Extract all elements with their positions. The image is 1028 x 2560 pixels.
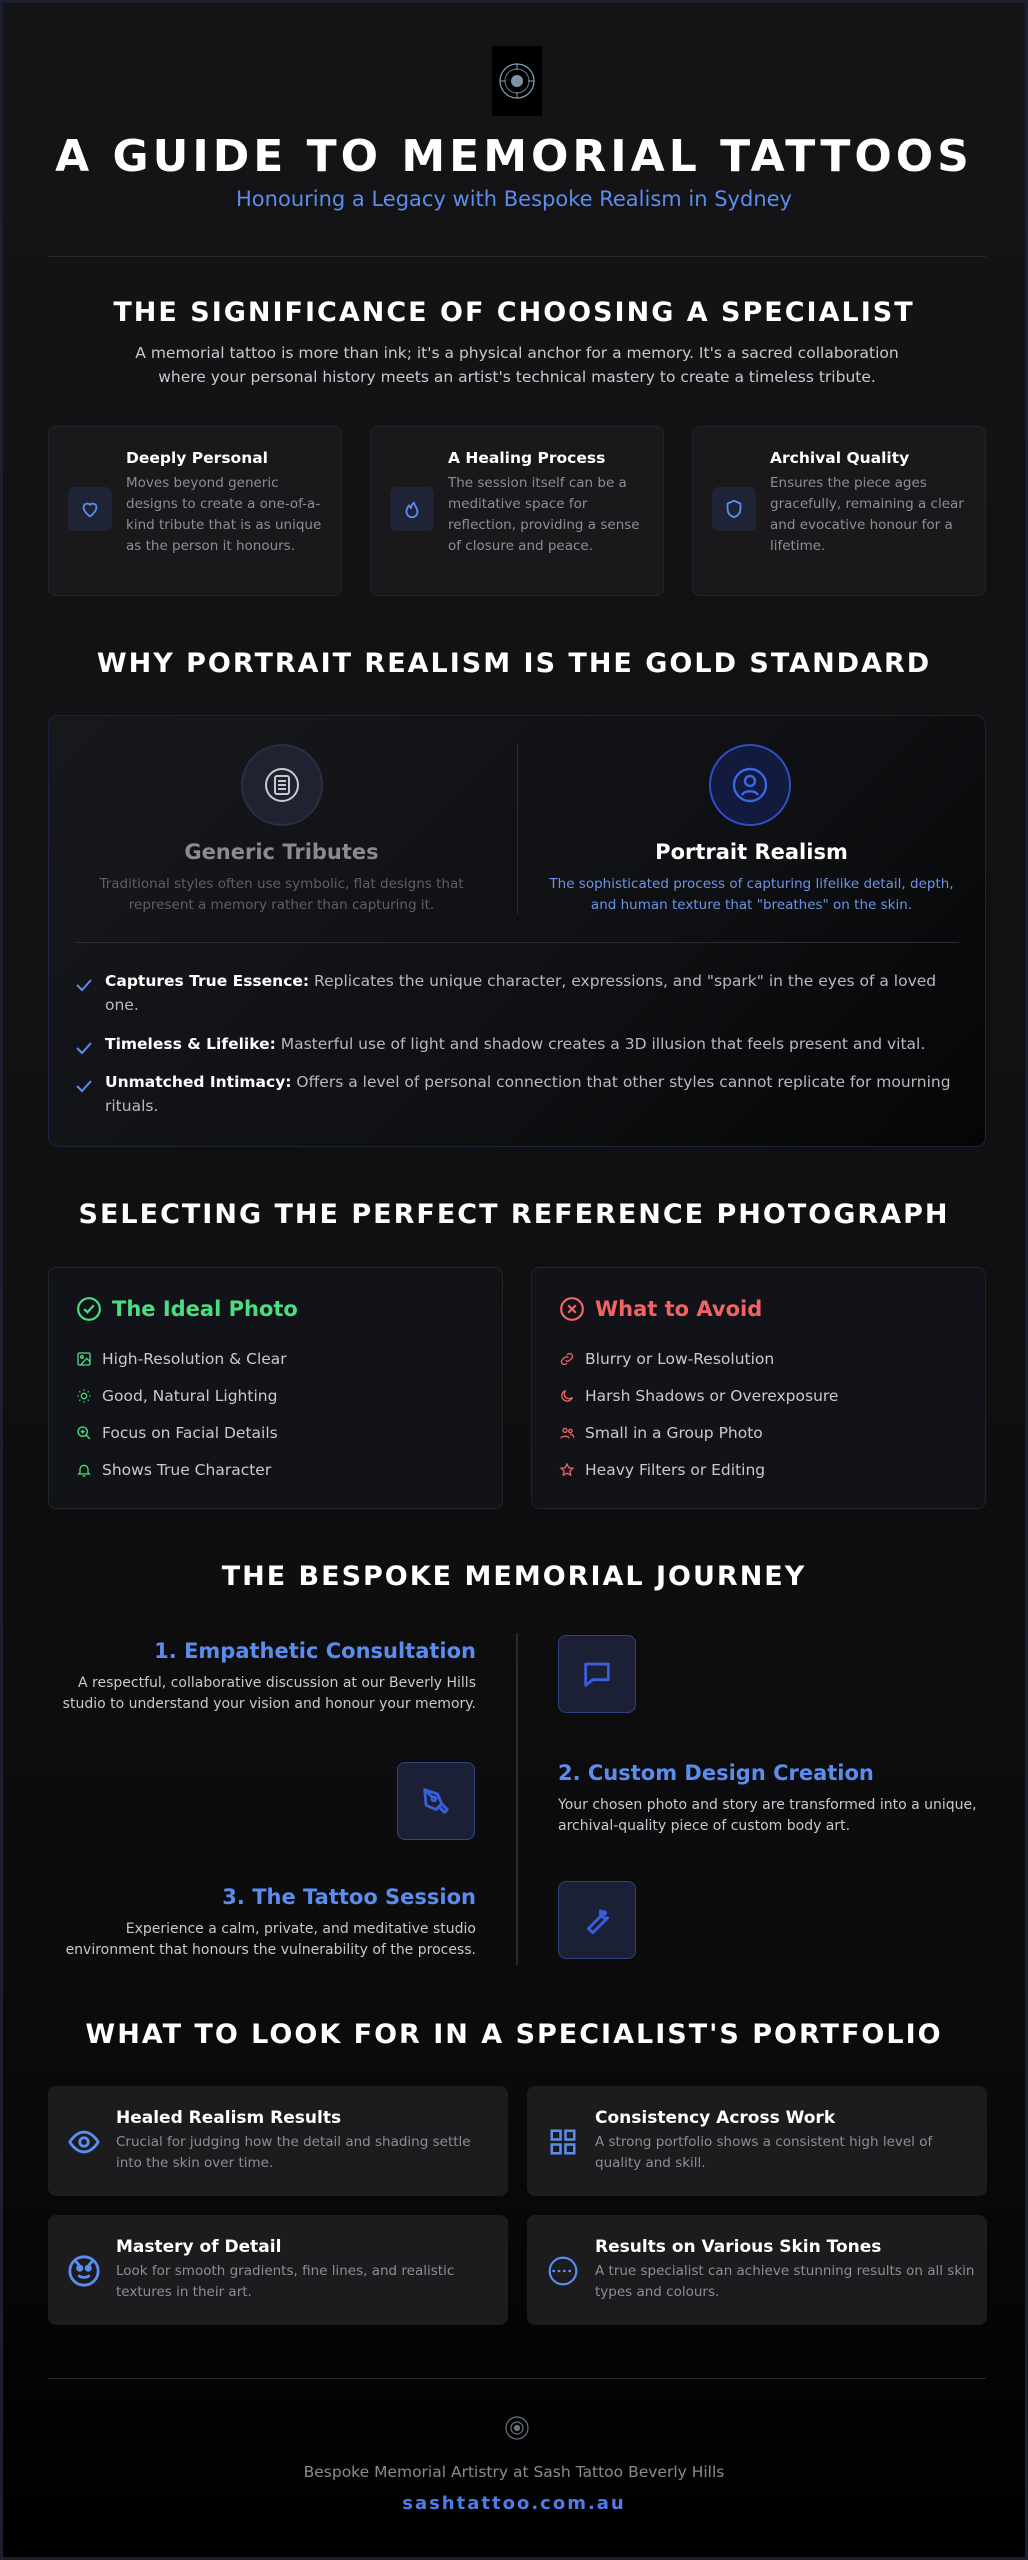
significance-heading: THE SIGNIFICANCE OF CHOOSING A SPECIALIST: [113, 297, 915, 328]
eye-icon: [66, 2124, 102, 2160]
portfolio-card-desc: Look for smooth gradients, fine lines, and realistic textures in their art.: [116, 2263, 455, 2300]
step-desc: A respectful, collaborative discussion at our Beverly Hills studio to understand your vision and honour your memory.: [62, 1675, 476, 1712]
avoid-photo-card: [531, 1267, 986, 1509]
point-label: Unmatched Intimacy:: [105, 1073, 292, 1091]
timeline-line: [516, 1633, 518, 1965]
point-text: Replicates the unique character, expressions, and "spark" in the eyes of a loved one.: [105, 972, 937, 1014]
page-subtitle: Honouring a Legacy with Bespoke Realism in Sydney: [236, 187, 792, 211]
face-icon: [66, 2253, 102, 2289]
portfolio-card-skin-tones: [527, 2215, 987, 2325]
chat-bubble-icon: [558, 1635, 636, 1713]
feature-title: A Healing Process: [448, 449, 606, 467]
portrait-user-icon: [709, 744, 791, 826]
step-title: 1. Empathetic Consultation: [154, 1639, 476, 1663]
grid-icon: [545, 2124, 581, 2160]
divider: [517, 744, 518, 914]
generic-tributes-title: Generic Tributes: [184, 840, 379, 864]
avoid-item: Harsh Shadows or Overexposure: [585, 1387, 839, 1405]
wrench-icon: [558, 1881, 636, 1959]
ideal-item: High-Resolution & Clear: [102, 1350, 287, 1368]
step-title: 2. Custom Design Creation: [558, 1761, 874, 1785]
portfolio-heading: WHAT TO LOOK FOR IN A SPECIALIST'S PORTFOLIO: [85, 2019, 943, 2050]
portfolio-card-desc: A strong portfolio shows a consistent high level of quality and skill.: [595, 2134, 933, 2171]
feature-title: Archival Quality: [770, 449, 910, 467]
divider: [48, 256, 986, 257]
logo-emblem-icon: [497, 61, 537, 101]
shield-icon: [712, 487, 756, 531]
portfolio-card-mastery: [48, 2215, 508, 2325]
divider: [48, 2378, 986, 2379]
page-title: A GUIDE TO MEMORIAL TATTOOS: [55, 131, 973, 182]
footer-tagline: Bespoke Memorial Artistry at Sash Tattoo Beverly Hills: [303, 2463, 725, 2481]
realism-point: [75, 1032, 959, 1056]
skin-tones-icon: [545, 2253, 581, 2289]
generic-tributes-desc: Traditional styles often use symbolic, flat designs that represent a memory rather than capturing it.: [99, 876, 464, 913]
portrait-realism-desc: The sophisticated process of capturing lifelike detail, depth, and human texture that "breathes" on the skin.: [549, 876, 954, 913]
realism-point: [75, 1070, 959, 1118]
portfolio-card-consistency: [527, 2086, 987, 2196]
feature-card-archival-quality: [692, 426, 986, 596]
ideal-photo-title: The Ideal Photo: [112, 1297, 298, 1321]
feature-card-healing-process: [370, 426, 664, 596]
portfolio-card-healed-realism: [48, 2086, 508, 2196]
generic-tribute-icon: [241, 744, 323, 826]
footer-logo-icon: [502, 2413, 532, 2443]
reference-heading: SELECTING THE PERFECT REFERENCE PHOTOGRAPH: [78, 1199, 950, 1230]
avoid-item: Heavy Filters or Editing: [585, 1461, 766, 1479]
point-text: Offers a level of personal connection that other styles cannot replicate for mourning rituals.: [105, 1073, 951, 1115]
ideal-photo-card: [48, 1267, 503, 1509]
check-icon: [75, 1038, 93, 1062]
portfolio-card-desc: Crucial for judging how the detail and shading settle into the skin over time.: [116, 2134, 471, 2171]
ideal-item: Focus on Facial Details: [102, 1424, 278, 1442]
heart-icon: [68, 487, 112, 531]
portfolio-card-title: Results on Various Skin Tones: [595, 2237, 882, 2257]
link-icon: [559, 1351, 575, 1367]
studio-logo: [492, 46, 542, 116]
portfolio-card-title: Mastery of Detail: [116, 2237, 282, 2257]
portfolio-card-title: Consistency Across Work: [595, 2108, 836, 2128]
divider: [75, 942, 959, 943]
moon-icon: [559, 1388, 575, 1404]
sun-icon: [76, 1388, 92, 1404]
bell-icon: [76, 1462, 92, 1478]
check-icon: [75, 1076, 93, 1100]
zoom-in-icon: [76, 1425, 92, 1441]
pen-tool-icon: [397, 1762, 475, 1840]
avoid-item: Blurry or Low-Resolution: [585, 1350, 775, 1368]
x-circle-icon: [559, 1296, 585, 1322]
image-icon: [76, 1351, 92, 1367]
ideal-item: Good, Natural Lighting: [102, 1387, 278, 1405]
avoid-item: Small in a Group Photo: [585, 1424, 763, 1442]
feature-desc: Ensures the piece ages gracefully, remaining a clear and evocative honour for a lifetime.: [770, 475, 964, 554]
journey-heading: THE BESPOKE MEMORIAL JOURNEY: [221, 1561, 807, 1592]
flame-icon: [390, 487, 434, 531]
point-label: Timeless & Lifelike:: [105, 1035, 276, 1053]
feature-desc: Moves beyond generic designs to create a one-of-a-kind tribute that is as unique as the person it honours.: [126, 475, 322, 554]
point-text: Masterful use of light and shadow creates a 3D illusion that feels present and vital.: [275, 1035, 926, 1053]
step-desc: Experience a calm, private, and meditative studio environment that honours the vulnerability of the process.: [65, 1921, 476, 1958]
portfolio-card-desc: A true specialist can achieve stunning results on all skin types and colours.: [595, 2263, 975, 2300]
check-circle-icon: [76, 1296, 102, 1322]
step-desc: Your chosen photo and story are transformed into a unique, archival-quality piece of custom body art.: [558, 1797, 977, 1834]
group-icon: [559, 1425, 575, 1441]
realism-comparison: [48, 715, 986, 1147]
website-link[interactable]: sashtattoo.com.au: [402, 2493, 626, 2514]
avoid-photo-title: What to Avoid: [595, 1297, 763, 1321]
ideal-item: Shows True Character: [102, 1461, 272, 1479]
portrait-realism-title: Portrait Realism: [655, 840, 848, 864]
realism-heading: WHY PORTRAIT REALISM IS THE GOLD STANDARD: [96, 648, 932, 679]
star-icon: [559, 1462, 575, 1478]
step-title: 3. The Tattoo Session: [222, 1885, 476, 1909]
check-icon: [75, 975, 93, 999]
feature-card-deeply-personal: [48, 426, 342, 596]
realism-point: [75, 969, 959, 1017]
point-label: Captures True Essence:: [105, 972, 310, 990]
feature-desc: The session itself can be a meditative space for reflection, providing a sense of closure and peace.: [448, 475, 640, 554]
significance-intro: A memorial tattoo is more than ink; it's a physical anchor for a memory. It's a sacred collaboration where your personal history meets an artist's technical mastery to create a timeless tribute.: [135, 344, 899, 386]
feature-title: Deeply Personal: [126, 449, 268, 467]
portfolio-card-title: Healed Realism Results: [116, 2108, 342, 2128]
